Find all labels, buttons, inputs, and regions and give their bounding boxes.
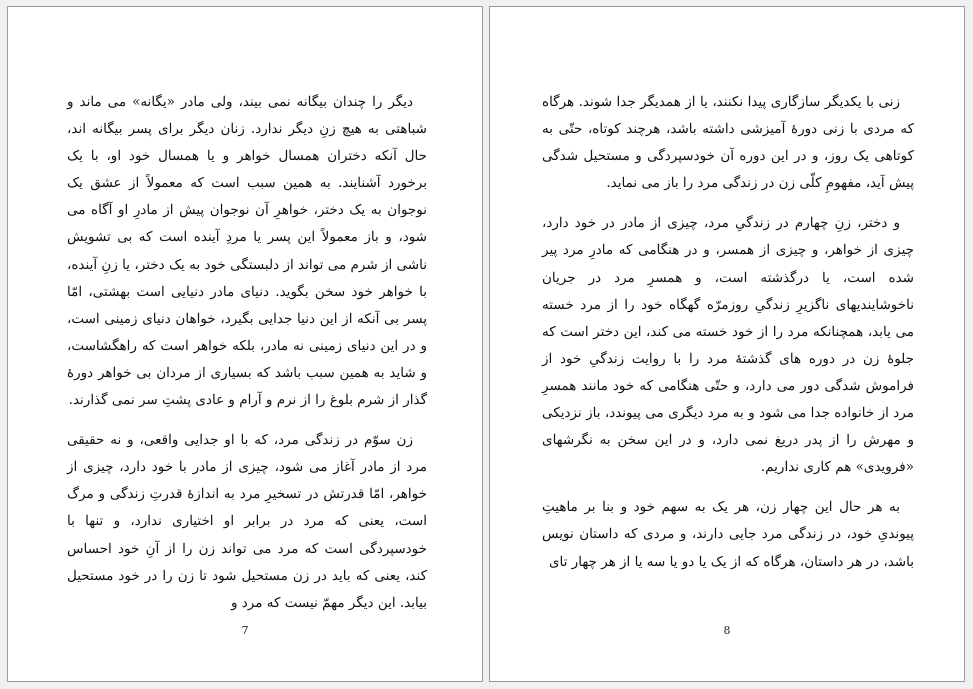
page-number: 7 <box>241 624 249 637</box>
paragraph: زنی با یکدیگر سازگاری پیدا نکنند، یا از همدیگر جدا شوند. هرگاه که مردی با زنی دورۀ آمیزشی داشته باشد، هرچند کوتاه، حتّی به کوتاهی یک روز، و در این دوره آن خودسپردگی و مستحیل شدگی پیش آید، مفهومِ کلّی زن در زندگی مرد را باز می نماید. <box>542 94 914 192</box>
paragraph: به هر حال این چهار زن، هر یک به سهم خود و بنا بر ماهیتِ پیوندیِ خود، در زندگی مرد جایی دارند، و مردی که داستان نویس باشد، در هر داستان، هرگاه که از یک یا دو یا سه یا از هر چهار تای <box>542 499 914 570</box>
page-text <box>542 89 914 589</box>
page-text <box>67 89 427 630</box>
paragraph: و دختر، زنِ چهارم در زندگیِ مرد، چیزی از مادر در خود دارد، چیزی از خواهر، و چیزی از همسر، و در هنگامی که مادرِ مرد پیر شده است، یا درگذشته است، و همسرِ مرد در جریان ناخوشایندیهای ناگزیرِ زندگیِ روزمرّه گهگاه خود را از مرد خسته می یابد، همچنانکه مرد را از خود خسته می کند، این دختر است که جلوۀ زن در دوره های گذشتۀ مرد را با روایت زندگیِ خود از فراموش شدگی دور می دارد، و حتّی هنگامی که خود مانند همسرِ مرد از خانواده جدا می شود و به مرد دیگری می پیوندد، باز نزدیکی و مهرش را از پدر دریغ نمی دارد، و در این سخن به نگرشهای «فرویدی» هم کاری نداریم. <box>542 215 914 476</box>
page-number: 8 <box>723 624 731 637</box>
page-7 <box>7 6 483 682</box>
paragraph: دیگر را چندان بیگانه نمی بیند، ولی مادر «یگانه» می ماند و شباهتی به هیچ زنِ دیگر ندارد. زنان دیگر برای پسر بیگانه اند، حال آنکه دختران همسال خواهر و یا همسال خود او، با یک برخورد آشنایند. به همین سبب است که معمولاً از عشق یک نوجوان به یک دختر، خواهرِ آن نوجوان پیش از مادرِ او آگاه می شود، و باز معمولاً این پسر یا مردِ آینده است که بی تشویش ناشی از شرم می تواند از دلبستگی خود به یک دختر، یا زنِ آینده، با خواهر خود سخن بگوید. دنیای مادر دنیایی است بهشتی، امّا پسر بی آنکه از این دنیا جدایی بگیرد، خواهان دنیای زمینی است، و در این دنیای زمینی نه مادر، بلکه خواهر است که راهگشاست، و شاید به همین سبب باشد که بسیاری از مردان بی خواهر دورۀ گذار از شرم بلوغ را از نرم و آرام و عادی پشتِ سر نمی گذارند. <box>67 94 427 409</box>
paragraph: زن سوّم در زندگی مرد، که با او جدایی واقعی، و نه حقیقی مرد از مادر آغاز می شود، چیزی از مادر با خود دارد، چیزی از خواهر، امّا قدرتش در تسخیرِ مرد به اندازۀ قدرتِ زندگی و مرگ است، یعنی که مرد در برابر او اختیاری ندارد، و تنها با خودسپردگی است که مرد می تواند زن را از آنِ خود احساس کند، یعنی که باید در زن مستحیل شود تا زن را در خود مستحیل بیابد. این دیگر مهمّ نیست که مرد و <box>67 432 427 611</box>
page-8 <box>489 6 965 682</box>
